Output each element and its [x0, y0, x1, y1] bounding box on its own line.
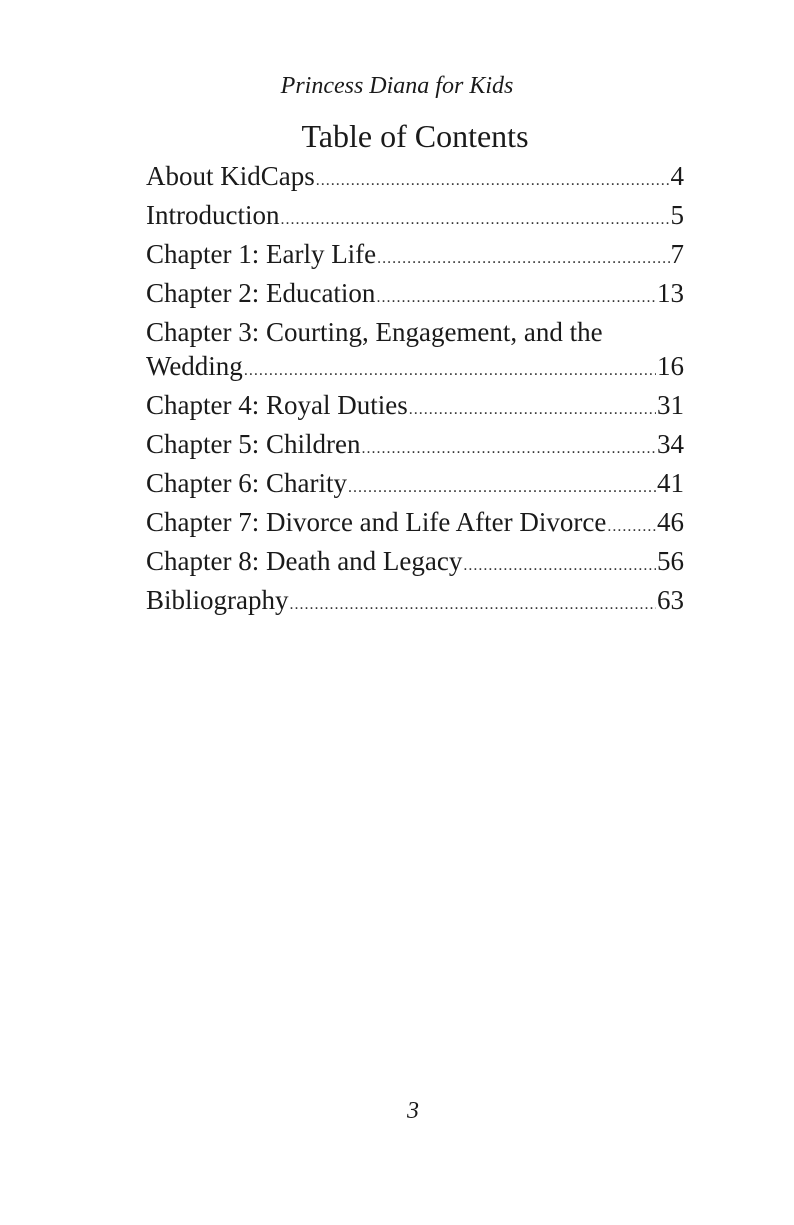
- toc-entry-chapter-8[interactable]: [146, 544, 684, 583]
- toc-entry-page: 7: [670, 239, 684, 269]
- toc-entry-page: 16: [657, 351, 684, 381]
- toc-entry-label: Chapter 1: Early Life: [146, 239, 377, 269]
- toc-entry-chapter-1[interactable]: [146, 237, 684, 276]
- dot-leader: [290, 588, 657, 622]
- toc-entry-label: Chapter 4: Royal Duties: [146, 390, 408, 420]
- dot-leader: [376, 281, 656, 315]
- running-header-title: Princess Diana for Kids: [280, 73, 514, 99]
- toc-entry-page: 46: [657, 507, 684, 537]
- toc-entry-label: Chapter 5: Children: [146, 429, 361, 459]
- toc-entry-page: 56: [657, 546, 684, 576]
- dot-leader: [463, 549, 656, 583]
- toc-entry-page: 34: [657, 429, 684, 459]
- toc-entry-about-kidcaps[interactable]: [146, 159, 684, 198]
- toc-entry-page: 4: [670, 161, 684, 191]
- toc-entry-page: 5: [670, 200, 684, 230]
- dot-leader: [244, 354, 656, 388]
- toc-entry-label: About KidCaps: [146, 161, 315, 191]
- toc-title: Table of Contents: [301, 118, 529, 154]
- toc-entry-label: Chapter 3: Courting, Engagement, and the: [146, 317, 603, 347]
- table-of-contents: [146, 159, 684, 622]
- toc-entry-label: Chapter 8: Death and Legacy: [146, 546, 463, 576]
- toc-entry-chapter-5[interactable]: [146, 427, 684, 466]
- toc-entry-label: Chapter 7: Divorce and Life After Divorce: [146, 507, 607, 537]
- toc-entry-label: Wedding: [146, 351, 243, 381]
- toc-entry-chapter-3-line-2[interactable]: [146, 349, 684, 388]
- dot-leader: [316, 164, 670, 198]
- dot-leader: [409, 393, 656, 427]
- toc-entry-chapter-6[interactable]: [146, 466, 684, 505]
- toc-entry-chapter-4[interactable]: [146, 388, 684, 427]
- page-number: 3: [407, 1098, 419, 1124]
- toc-entry-introduction[interactable]: [146, 198, 684, 237]
- dot-leader: [348, 471, 656, 505]
- toc-entry-label: Introduction: [146, 200, 280, 230]
- toc-entry-bibliography[interactable]: [146, 583, 684, 622]
- toc-entry-label: Chapter 6: Charity: [146, 468, 347, 498]
- toc-entry-chapter-2[interactable]: [146, 276, 684, 315]
- toc-entry-page: 31: [657, 390, 684, 420]
- dot-leader: [377, 242, 669, 276]
- toc-entry-chapter-3-line-1[interactable]: [146, 315, 684, 349]
- toc-entry-page: 13: [657, 278, 684, 308]
- toc-entry-page: 41: [657, 468, 684, 498]
- toc-entry-chapter-7[interactable]: [146, 505, 684, 544]
- toc-entry-page: 63: [657, 585, 684, 615]
- toc-entry-label: Chapter 2: Education: [146, 278, 376, 308]
- dot-leader: [280, 203, 669, 237]
- toc-entry-label: Bibliography: [146, 585, 289, 615]
- dot-leader: [607, 510, 656, 544]
- dot-leader: [361, 432, 656, 466]
